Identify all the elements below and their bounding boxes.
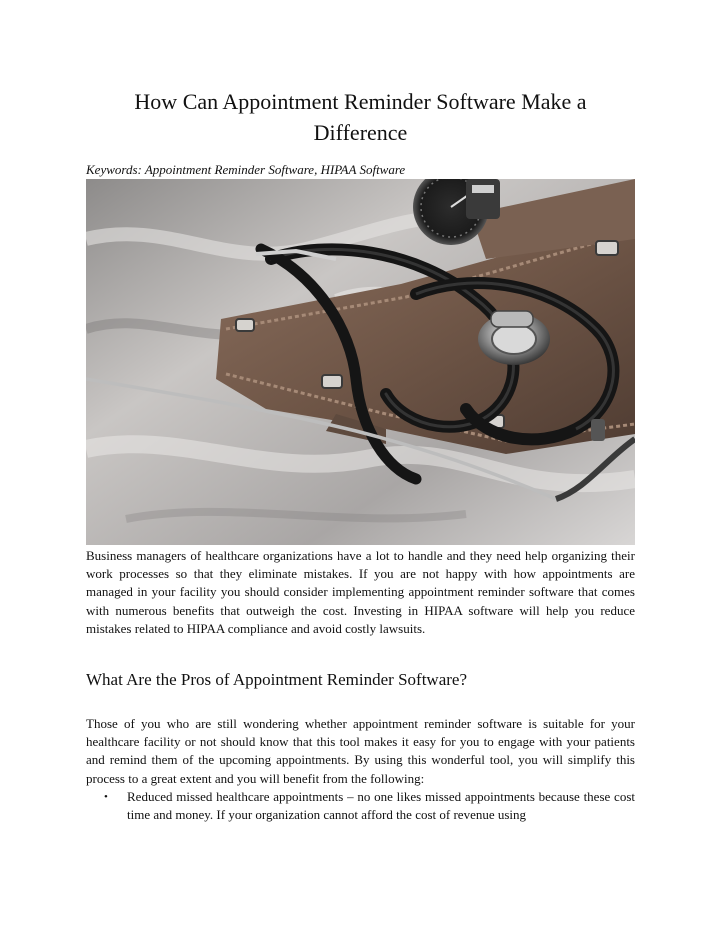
stethoscope-photo-icon [86,179,635,545]
keywords-line: Keywords: Appointment Reminder Software, HIPAA Software [86,162,406,177]
section-heading: What Are the Pros of Appointment Reminder Software? [86,670,467,689]
document-title: How Can Appointment Reminder Software Make a Difference [134,89,587,145]
stethoscope-photo [86,179,635,545]
section-paragraph: Those of you who are still wondering whether appointment reminder software is suitable for your healthcare facility or not should know that this tool makes it easy for you to engage with your patients and remind them of the upcoming appointments. By using this wonderful tool, you will simplify this process to a great extent and you will benefit from the following: [86,716,635,786]
bullet-marker: • [104,791,108,803]
intro-paragraph: Business managers of healthcare organizations have a lot to handle and they need help organizing their work processes so that they eliminate mistakes. If you are not happy with how appointments are managed in your facility you should consider implementing appointment reminder software that comes with numerous benefits that outweigh the cost. Investing in HIPAA software will help you reduce mistakes related to HIPAA compliance and avoid costly lawsuits. [86,548,635,636]
list-item [86,788,635,824]
list-item-text: Reduced missed healthcare appointments – no one likes missed appointments because these cost time and money. If your organization cannot afford the cost of revenue using [127,789,635,823]
benefits-list [86,788,635,824]
